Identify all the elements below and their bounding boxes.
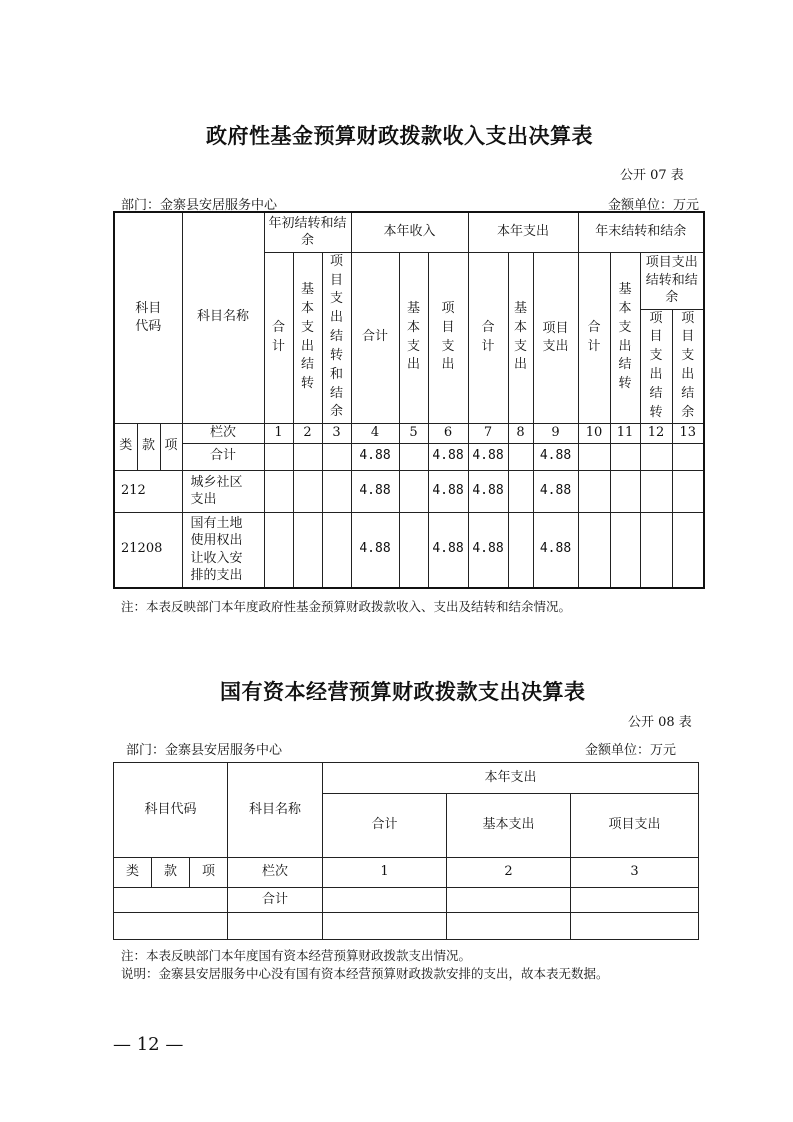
- table1-col-number: 4: [351, 423, 399, 443]
- table2-grid: [113, 762, 699, 940]
- table1-header-income-basic: 基本支出: [399, 252, 428, 423]
- table2-total-cell: [323, 888, 447, 913]
- table1-col-number: 12: [640, 423, 672, 443]
- table2-explanation: 说明：金寨县安居服务中心没有国有资本经营预算财政拨款安排的支出，故本表无数据。: [121, 966, 609, 981]
- table1-row-name: 国有土地使用权出让收入安排的支出: [182, 512, 264, 588]
- table1-header-subject-name: 科目名称: [182, 212, 264, 423]
- table1-row-code: 21208: [114, 512, 182, 588]
- table1-cell: [610, 470, 640, 512]
- table2-total-code: [114, 888, 228, 913]
- table1-cell: 4.88: [351, 470, 399, 512]
- table2-header-subject-code: 科目代码: [114, 763, 228, 858]
- table2-empty-cell: [114, 913, 228, 940]
- table1-header-end-basic-carry: 基本支出结转: [610, 252, 640, 423]
- table1-header-expense-project: 项目支出: [533, 252, 578, 423]
- table2-header-basic: 基本支出: [447, 794, 571, 858]
- table1-total-cell: [508, 443, 533, 470]
- table2-col-number: 3: [571, 858, 699, 888]
- table1-department: 部门：金寨县安居服务中心: [121, 198, 278, 213]
- table1-header-begin-total: 合计: [264, 252, 293, 423]
- table1-col-number: 9: [533, 423, 578, 443]
- table1-total-cell: [578, 443, 610, 470]
- table1-total-cell: [264, 443, 293, 470]
- table1-cell: [610, 512, 640, 588]
- table2-empty-cell: [447, 913, 571, 940]
- table1-cell: [578, 470, 610, 512]
- table1-cell: [322, 512, 351, 588]
- table1-cell: [293, 512, 322, 588]
- table1-grid: [113, 211, 705, 589]
- table1-row-name: 城乡社区支出: [182, 470, 264, 512]
- table1-col-number: 2: [293, 423, 322, 443]
- table1-total-cell: [672, 443, 704, 470]
- table1-header-begin-project-carry: 项目支出结转和结余: [322, 252, 351, 423]
- table1-total-cell: [610, 443, 640, 470]
- table1-col-number: 3: [322, 423, 351, 443]
- table2-empty-cell: [571, 913, 699, 940]
- table2-title: 国有资本经营预算财政拨款支出决算表: [220, 680, 586, 704]
- table1-total-cell: 4.88: [533, 443, 578, 470]
- table1-total-cell: [322, 443, 351, 470]
- table2-note: 注：本表反映部门本年度国有资本经营预算财政拨款支出情况。: [121, 948, 472, 963]
- table1-total-cell: [293, 443, 322, 470]
- table1-cell: [399, 470, 428, 512]
- table1-header-expense-total: 合计: [468, 252, 508, 423]
- table1-header-group-expense: 本年支出: [468, 212, 578, 252]
- table1-header-income-project: 项目支出: [428, 252, 468, 423]
- table1-title: 政府性基金预算财政拨款收入支出决算表: [206, 124, 593, 148]
- table1-form-number: 公开 07 表: [620, 168, 684, 183]
- table2-header-group-expense: 本年支出: [323, 763, 699, 794]
- table1-cell: [399, 512, 428, 588]
- table2-header-xiang: 项: [190, 858, 228, 888]
- table2-unit: 金额单位：万元: [585, 743, 677, 758]
- table1-header-kuan: 款: [137, 423, 160, 470]
- table1-row-code: 212: [114, 470, 182, 512]
- table1-cell: 4.88: [533, 470, 578, 512]
- table1-header-end-project-carry: 项目支出结转: [640, 309, 672, 423]
- table1-col-number: 6: [428, 423, 468, 443]
- table1-cell: [264, 470, 293, 512]
- table1-note: 注：本表反映部门本年度政府性基金预算财政拨款收入、支出及结转和结余情况。: [121, 599, 572, 614]
- table1-col-number: 10: [578, 423, 610, 443]
- table1-header-begin-basic-carry: 基本支出结转: [293, 252, 322, 423]
- table1-header-lanci: 栏次: [182, 423, 264, 443]
- table1-header-income-total: 合计: [351, 252, 399, 423]
- table1-total-cell: 4.88: [351, 443, 399, 470]
- table1-total-cell: 4.88: [468, 443, 508, 470]
- table1-col-number: 1: [264, 423, 293, 443]
- table1-total-label: 合计: [182, 443, 264, 470]
- table1-cell: 4.88: [533, 512, 578, 588]
- table1-header-end-project-surplus: 项目支出结余: [672, 309, 704, 423]
- table2-header-lanci: 栏次: [228, 858, 323, 888]
- table1-cell: 4.88: [428, 470, 468, 512]
- table2-header-project: 项目支出: [571, 794, 699, 858]
- table2-header-subject-name: 科目名称: [228, 763, 323, 858]
- table1-total-cell: [399, 443, 428, 470]
- table1-header-group-begin: 年初结转和结余: [264, 212, 351, 252]
- table1-header-end-total: 合计: [578, 252, 610, 423]
- table1-total-cell: 4.88: [428, 443, 468, 470]
- table2-empty-cell: [323, 913, 447, 940]
- table2-total-label: 合计: [228, 888, 323, 913]
- table1-cell: [640, 512, 672, 588]
- table1-cell: [322, 470, 351, 512]
- table1-col-number: 7: [468, 423, 508, 443]
- table1-total-cell: [640, 443, 672, 470]
- table2-department: 部门：金寨县安居服务中心: [126, 743, 283, 758]
- table1-cell: [293, 470, 322, 512]
- table2-col-number: 2: [447, 858, 571, 888]
- table2-total-cell: [571, 888, 699, 913]
- table2-col-number: 1: [323, 858, 447, 888]
- table1-cell: [264, 512, 293, 588]
- table1-cell: [578, 512, 610, 588]
- table2-form-number: 公开 08 表: [628, 715, 692, 730]
- page-number: — 12 —: [113, 1034, 184, 1055]
- table1-header-group-income: 本年收入: [351, 212, 468, 252]
- table2-header-kuan: 款: [152, 858, 190, 888]
- table1-header-lei: 类: [114, 423, 137, 470]
- table1-cell: 4.88: [468, 512, 508, 588]
- table1-cell: [508, 512, 533, 588]
- table1-col-number: 5: [399, 423, 428, 443]
- table1-cell: 4.88: [428, 512, 468, 588]
- table1-header-group-end: 年末结转和结余: [578, 212, 704, 252]
- table1-cell: [640, 470, 672, 512]
- table1-cell: [672, 512, 704, 588]
- table2-total-cell: [447, 888, 571, 913]
- table1-col-number: 13: [672, 423, 704, 443]
- table1-header-subject-code: 科目代码: [114, 212, 182, 423]
- table2-header-lei: 类: [114, 858, 152, 888]
- table2-header-total: 合计: [323, 794, 447, 858]
- table1-header-xiang: 项: [160, 423, 182, 470]
- table2-empty-cell: [228, 913, 323, 940]
- table1-unit: 金额单位：万元: [608, 198, 700, 213]
- table1-cell: 4.88: [468, 470, 508, 512]
- table1-cell: [672, 470, 704, 512]
- table1-cell: [508, 470, 533, 512]
- table1-header-expense-basic: 基本支出: [508, 252, 533, 423]
- table1-header-end-project-group: 项目支出结转和结余: [640, 252, 704, 309]
- table1-cell: 4.88: [351, 512, 399, 588]
- table1-col-number: 8: [508, 423, 533, 443]
- table1-col-number: 11: [610, 423, 640, 443]
